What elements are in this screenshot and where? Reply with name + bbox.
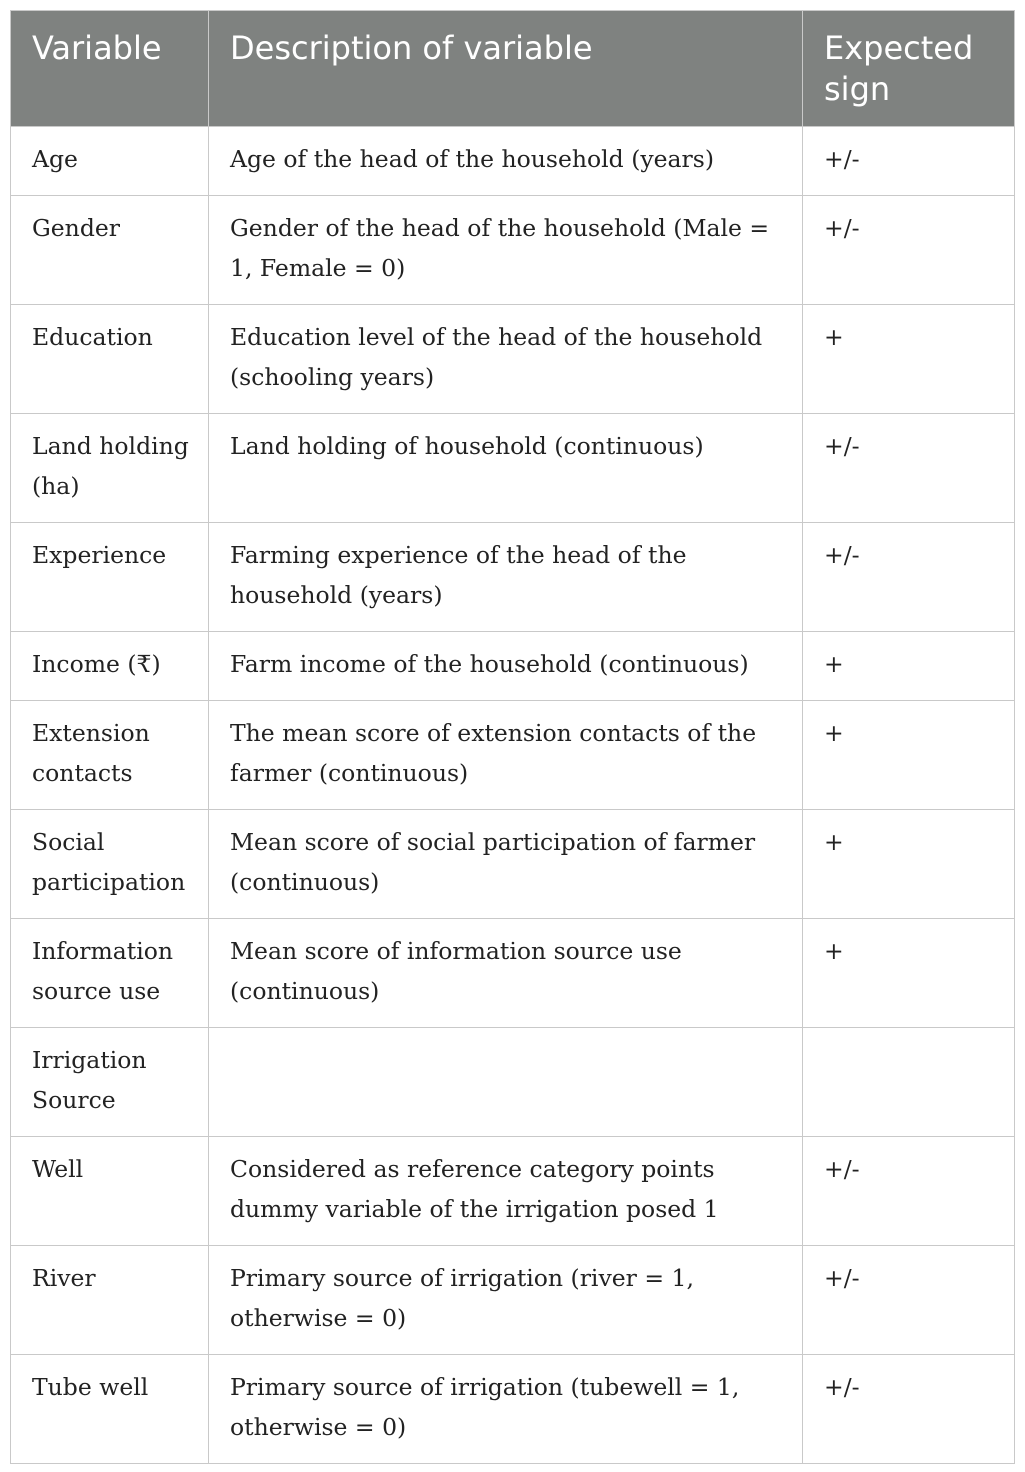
table-row	[11, 1028, 1015, 1137]
cell-sign: +/-	[803, 1246, 1015, 1355]
table-row	[11, 632, 1015, 701]
table-row	[11, 305, 1015, 414]
cell-description: The mean score of extension contacts of the farmer (continuous)	[209, 701, 803, 810]
cell-variable: Land holding (ha)	[11, 414, 209, 523]
cell-variable: Education	[11, 305, 209, 414]
table-row	[11, 919, 1015, 1028]
cell-description: Mean score of social participation of farmer (continuous)	[209, 810, 803, 919]
cell-description: Primary source of irrigation (river = 1, otherwise = 0)	[209, 1246, 803, 1355]
cell-sign: +	[803, 919, 1015, 1028]
table-row	[11, 196, 1015, 305]
table-row	[11, 810, 1015, 919]
cell-variable: Extension contacts	[11, 701, 209, 810]
cell-variable: Experience	[11, 523, 209, 632]
cell-sign	[803, 1028, 1015, 1137]
cell-description: Education level of the head of the household (schooling years)	[209, 305, 803, 414]
cell-variable: Social participation	[11, 810, 209, 919]
cell-description: Gender of the head of the household (Male = 1, Female = 0)	[209, 196, 803, 305]
cell-variable: Irrigation Source	[11, 1028, 209, 1137]
cell-sign: +	[803, 305, 1015, 414]
table-row	[11, 414, 1015, 523]
cell-variable: Well	[11, 1137, 209, 1246]
cell-sign: +	[803, 701, 1015, 810]
cell-variable: Gender	[11, 196, 209, 305]
cell-sign: +/-	[803, 1355, 1015, 1464]
table-row	[11, 1246, 1015, 1355]
cell-variable: Income (₹)	[11, 632, 209, 701]
table-row	[11, 523, 1015, 632]
cell-description: Considered as reference category points dummy variable of the irrigation posed 1	[209, 1137, 803, 1246]
cell-sign: +/-	[803, 523, 1015, 632]
cell-sign: +	[803, 632, 1015, 701]
cell-description: Farm income of the household (continuous)	[209, 632, 803, 701]
cell-description: Age of the head of the household (years)	[209, 127, 803, 196]
cell-variable: Age	[11, 127, 209, 196]
cell-sign: +/-	[803, 1137, 1015, 1246]
cell-sign: +/-	[803, 196, 1015, 305]
cell-description: Farming experience of the head of the household (years)	[209, 523, 803, 632]
variables-table	[10, 10, 1015, 1464]
table-row	[11, 1137, 1015, 1246]
cell-variable: Information source use	[11, 919, 209, 1028]
cell-variable: River	[11, 1246, 209, 1355]
cell-sign: +	[803, 810, 1015, 919]
cell-description: Primary source of irrigation (tubewell = 1, otherwise = 0)	[209, 1355, 803, 1464]
cell-description	[209, 1028, 803, 1137]
cell-description: Mean score of information source use (continuous)	[209, 919, 803, 1028]
header-variable: Variable	[11, 11, 209, 127]
cell-sign: +/-	[803, 127, 1015, 196]
table-row	[11, 1355, 1015, 1464]
header-description: Description of variable	[209, 11, 803, 127]
cell-description: Land holding of household (continuous)	[209, 414, 803, 523]
table-row	[11, 701, 1015, 810]
header-expected-sign: Expected sign	[803, 11, 1015, 127]
table-row	[11, 127, 1015, 196]
header-row	[11, 11, 1015, 127]
cell-variable: Tube well	[11, 1355, 209, 1464]
cell-sign: +/-	[803, 414, 1015, 523]
